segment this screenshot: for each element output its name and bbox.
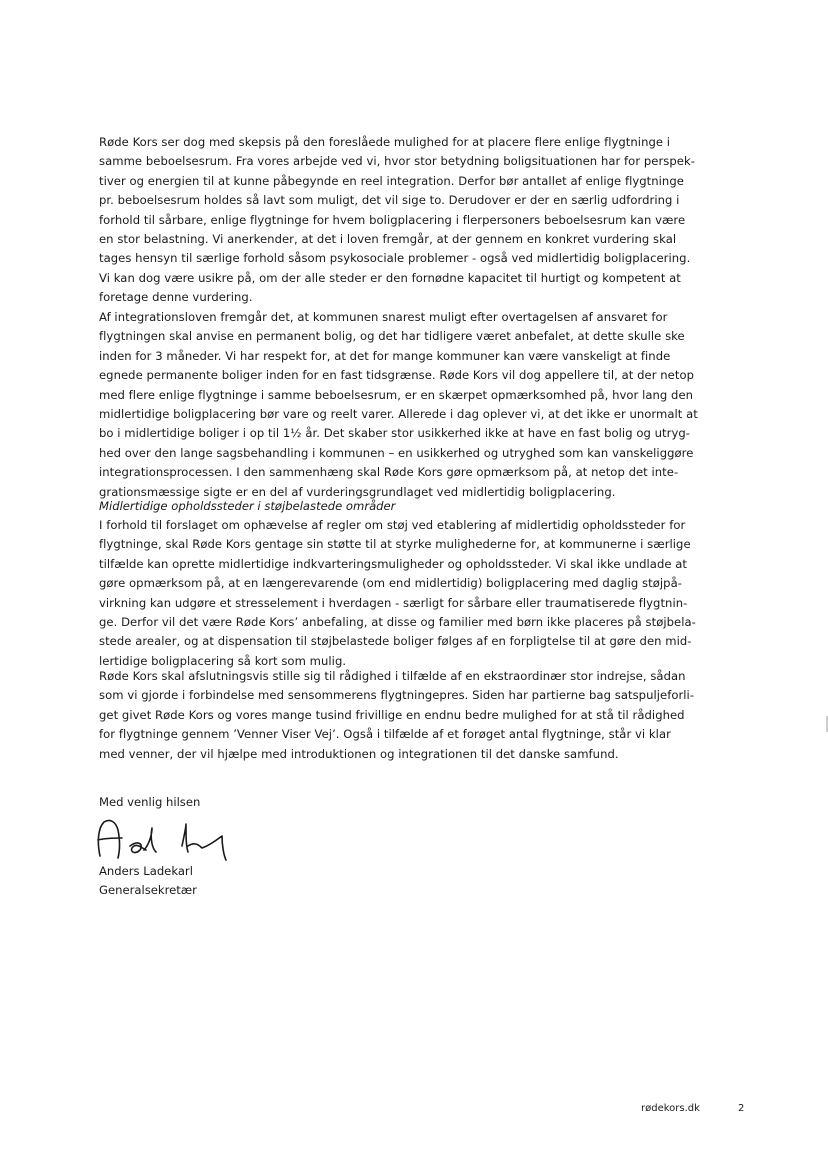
paragraph-2: Af integrationsloven fremgår det, at kommunen snarest muligt efter overtagelsen af ansvaret for flygtningen skal anvise en permanent bolig, og det har tidligere været anbefalet, at dette skulle ske inden for 3 måneder. Vi har respekt for, at det for mange kommuner kan være vanskeligt at finde egnede permanente boliger inden for en fast tidsgrænse. Røde Kors vil dog appellere til, at der netop med flere enlige flygtninge i samme beboelsesrum, er en skærpet opmærksomhed på, hvor lang den midlertidige boligplacering bør vare og reelt varer. Allerede i dag oplever vi, at det ikke er unormalt at bo i midlertidige boliger i op til 1½ år. Det skaber stor usikkerhed ikke at have en fast bolig og utryg- hed over den lange sagsbehandling i kommunen – en usikkerhed og utryghed som kan vanskeliggøre integrationsprocessen. I den sammenhæng skal Røde Kors gøre opmærksom på, at netop det inte- grationsmæssige sigte er en del af vurderingsgrundlaget ved midlertidig boligplacering. bbox=[99, 310, 698, 499]
footer-website: rødekors.dk bbox=[641, 1103, 700, 1114]
section-heading: Midlertidige opholdssteder i støjbelastede områder bbox=[99, 499, 396, 513]
paragraph-3: I forhold til forslaget om ophævelse af regler om støj ved etablering af midlertidig opholdssteder for flygtninge, skal Røde Kors gentage sin støtte til at styrke mulighederne for, at kommunerne i særlige tilfælde kan oprette midlertidige indkvarteringsmuligheder og opholdssteder. Vi skal ikke undlade at gøre opmærksom på, at en længerevarende (om end midlertidig) boligplacering med daglig støjpå- virkning kan udgøre et stresselement i hverdagen - særligt for sårbare eller traumatiserede flygtnin- ge. Derfor vil det være Røde Kors’ anbefaling, at disse og familier med børn ikke placeres på støjbela- stede arealer, og at dispensation til støjbelastede boliger følges af en forpligtelse til at gøre den mid- lertidige boligplacering så kort som mulig. bbox=[99, 518, 696, 668]
handwritten-signature bbox=[94, 816, 244, 864]
paragraph-4: Røde Kors skal afslutningsvis stille sig til rådighed i tilfælde af en ekstraordinær stor indrejse, sådan som vi gjorde i forbindelse med sensommerens flygtningepres. Siden har partierne bag satspuljeforli- get givet Røde Kors og vores mange tusind frivillige en endnu bedre mulighed for at stå til rådighed for flygtninge gennem ’Venner Viser Vej’. Også i tilfælde af et forøget antal flygtninge, står vi klar med venner, der vil hjælpe med introduktionen og integrationen til det danske samfund. bbox=[99, 669, 695, 761]
closing-salutation: Med venlig hilsen bbox=[99, 795, 201, 809]
signer-title: Generalsekretær bbox=[99, 883, 197, 897]
signer-name: Anders Ladekarl bbox=[99, 864, 193, 878]
paragraph-1: Røde Kors ser dog med skepsis på den foreslåede mulighed for at placere flere enlige flygtninge i samme beboelsesrum. Fra vores arbejde ved vi, hvor stor betydning boligsituationen har for perspek- tiver og energien til at kunne påbegynde en reel integration. Derfor bør antallet af enlige flygtninge pr. beboelsesrum holdes så lavt som muligt, det vil sige to. Derudover er der en særlig udfordring i forhold til sårbare, enlige flygtninge for hvem boligplacering i flerpersoners beboelsesrum kan være en stor belastning. Vi anerkender, at det i loven fremgår, at der gennem en konkret vurdering skal tages hensyn til særlige forhold såsom psykosociale problemer - også ved midlertidig boligplacering. Vi kan dog være usikre på, om der alle steder er den fornødne kapacitet til hurtigt og kompetent at foretage denne vurdering. bbox=[99, 135, 695, 305]
page-number: 2 bbox=[738, 1103, 745, 1114]
